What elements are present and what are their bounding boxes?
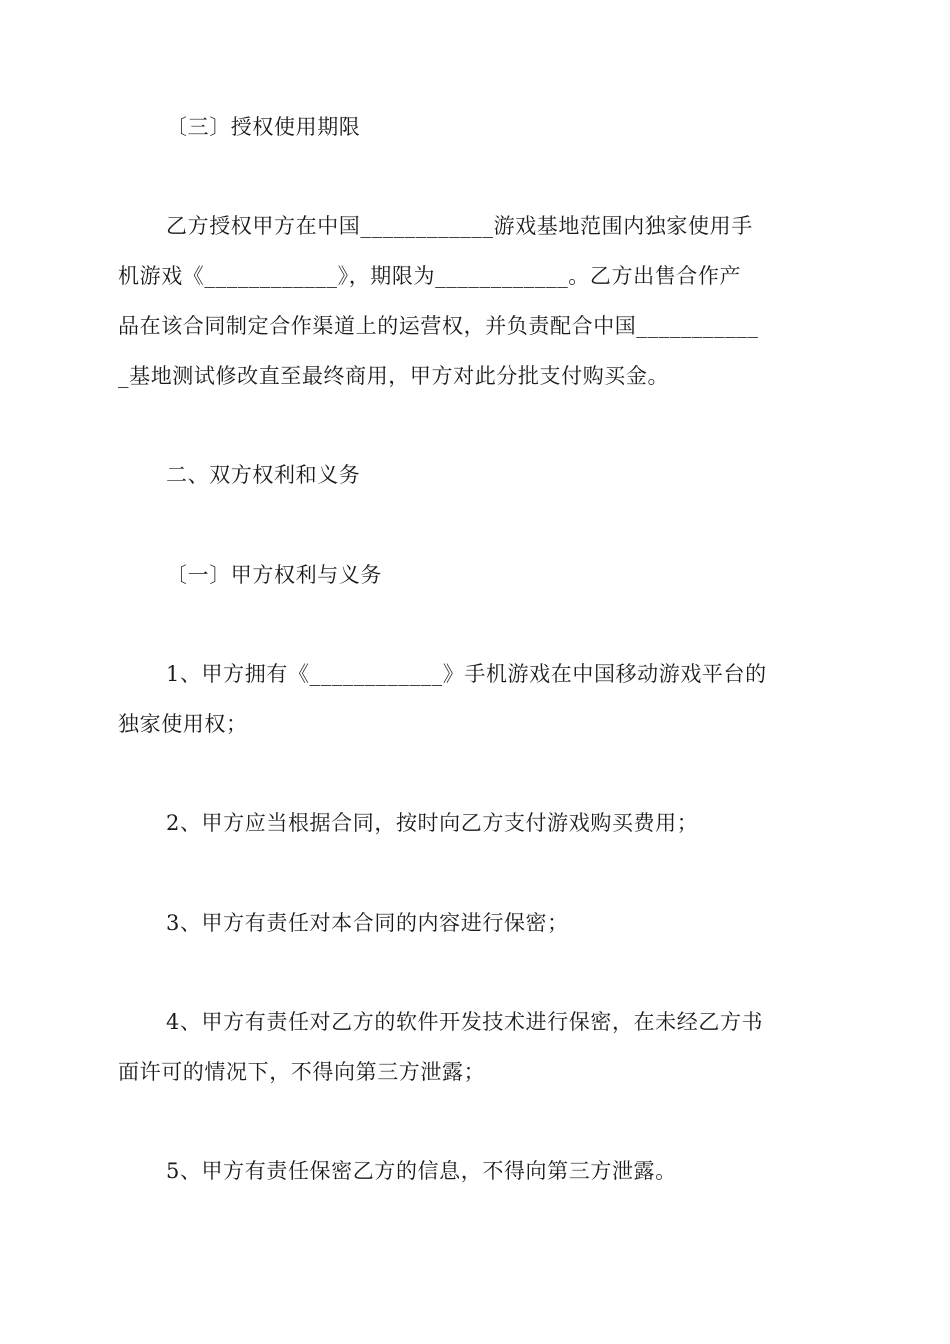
section-three-heading: 〔三〕授权使用期限: [166, 115, 361, 139]
license-paragraph-line-1: 乙方授权甲方在中国____________游戏基地范围内独家使用手: [166, 214, 753, 238]
item-4-line-2: 面许可的情况下，不得向第三方泄露；: [118, 1060, 486, 1084]
item-1-line-1: 1、甲方拥有《____________》手机游戏在中国移动游戏平台的: [166, 662, 767, 686]
subsection-one-heading: 〔一〕甲方权利与义务: [166, 563, 382, 587]
section-two-heading: 二、双方权利和义务: [166, 463, 361, 487]
item-5: 5、甲方有责任保密乙方的信息，不得向第三方泄露。: [166, 1159, 677, 1183]
item-2: 2、甲方应当根据合同，按时向乙方支付游戏购买费用；: [166, 811, 699, 835]
license-paragraph-line-4: _基地测试修改直至最终商用，甲方对此分批支付购买金。: [118, 364, 670, 388]
item-3: 3、甲方有责任对本合同的内容进行保密；: [166, 911, 569, 935]
item-4-line-1: 4、甲方有责任对乙方的软件开发技术进行保密，在未经乙方书: [166, 1010, 764, 1034]
license-paragraph-line-3: 品在该合同制定合作渠道上的运营权，并负责配合中国___________: [118, 314, 759, 338]
license-paragraph-line-2: 机游戏《____________》，期限为____________。乙方出售合作产: [118, 264, 742, 288]
item-1-line-2: 独家使用权；: [118, 712, 248, 736]
